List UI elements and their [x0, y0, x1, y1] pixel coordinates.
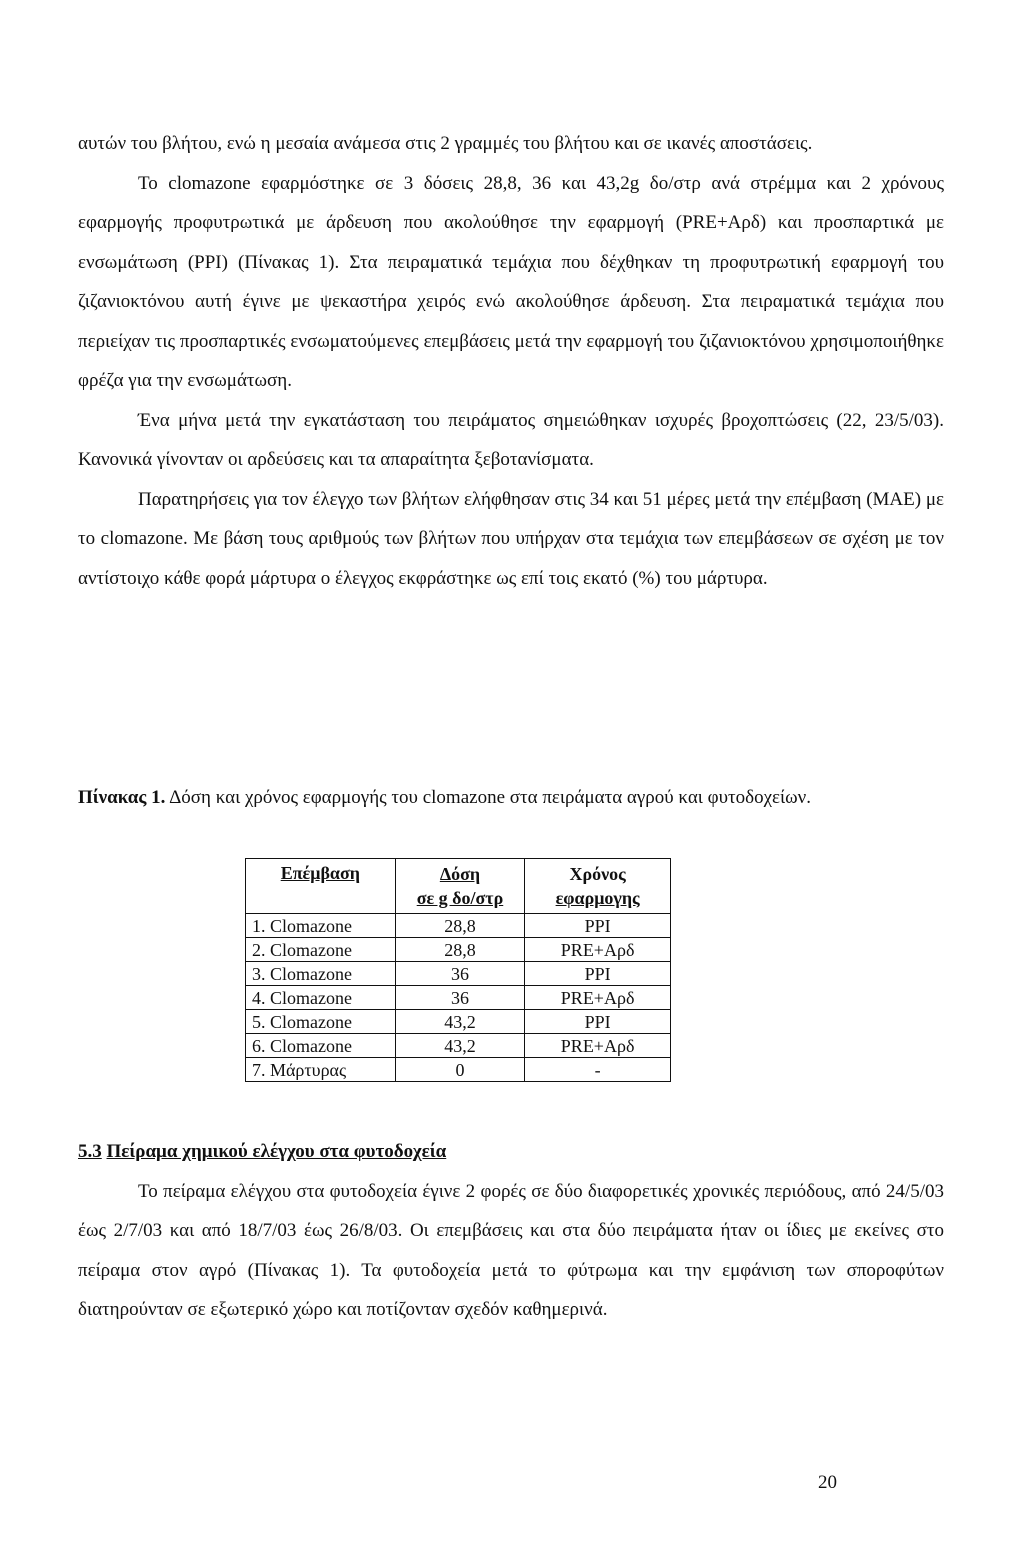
table-row: [246, 938, 671, 962]
header-treatment: Επέμβαση: [246, 859, 396, 914]
cell-timing: PRE+Αρδ: [525, 986, 671, 1010]
cell-timing: PRE+Αρδ: [525, 1034, 671, 1058]
cell-dose: 0: [395, 1058, 525, 1082]
paragraph-observations: Παρατηρήσεις για τον έλεγχο των βλήτων ελήφθησαν στις 34 και 51 μέρες μετά την επέμβαση (ΜΑΕ) με το clomazone. Με βάση τους αριθμούς των βλήτων που υπήρχαν στα τεμάχια των επεμβάσεων σε σχέση με τον αντίστοιχο κάθε φορά μάρτυρα ο έλεγχος εκφράστηκε ως επί τοις εκατό (%) του μάρτυρα.: [78, 488, 944, 589]
cell-dose: 28,8: [395, 938, 525, 962]
paragraph-rainfall: Ένα μήνα μετά την εγκατάσταση του πειράματος σημειώθηκαν ισχυρές βροχοπτώσεις (22, 23/5/03). Κανονικά γίνονταν οι αρδεύσεις και τα απαραίτητα ξεβοτανίσματα.: [78, 409, 944, 470]
cell-timing: PPI: [525, 1010, 671, 1034]
table-row: [246, 1058, 671, 1082]
cell-timing: PPI: [525, 962, 671, 986]
cell-timing: PPI: [525, 914, 671, 938]
cell-dose: 36: [395, 986, 525, 1010]
paragraph-clomazone-application: Το clomazone εφαρμόστηκε σε 3 δόσεις 28,8, 36 και 43,2g δο/στρ ανά στρέμμα και 2 χρόνους εφαρμογής προφυτρωτικά με άρδευση που ακολούθησε την εφαρμογή (PRE+Αρδ) και προσπαρτικά με ενσωμάτωση (PPI) (Πίνακας 1). Στα πειραματικά τεμάχια που δέχθηκαν τη προφυτρωτική εφαρμογή του ζιζανιοκτόνου αυτή έγινε με ψεκαστήρα χειρός ενώ ακολούθησε άρδευση. Στα πειραματικά τεμάχια που περιείχαν τις προσπαρτικές ενσωματούμενες επεμβάσεις μετά την εφαρμογή του ζιζανιοκτόνου χρησιμοποιήθηκε φρέζα για την ενσωμάτωση.: [78, 172, 944, 391]
table-caption-text: Δόση και χρόνος εφαρμογής του clomazone στα πειράματα αγρού και φυτοδοχείων.: [165, 787, 811, 808]
table-row: [246, 1034, 671, 1058]
section-title: Πείραμα χημικού ελέγχου στα φυτοδοχεία: [106, 1141, 447, 1162]
header-timing: Χρόνος εφαρμογης: [525, 859, 671, 914]
table-row: [246, 986, 671, 1010]
section-pot-experiment: [78, 1132, 944, 1330]
cell-dose: 43,2: [395, 1010, 525, 1034]
cell-treatment: 4. Clomazone: [246, 986, 396, 1010]
section-paragraph: Το πείραμα ελέγχου στα φυτοδοχεία έγινε 2 φορές σε δύο διαφορετικές χρονικές περιόδους, από 24/5/03 έως 2/7/03 και από 18/7/03 έως 26/8/03. Οι επεμβάσεις και στα δύο πειράματα ήταν οι ίδιες με εκείνες στο πείραμα στον αγρό (Πίνακας 1). Τα φυτοδοχεία μετά το φύτρωμα και την εμφάνιση των σποροφύτων διατηρούνταν σε εξωτερικό χώρο και ποτίζονταν σχεδόν καθημερινά.: [78, 1180, 944, 1320]
section-number: 5.3: [78, 1141, 102, 1162]
cell-timing: PRE+Αρδ: [525, 938, 671, 962]
cell-dose: 43,2: [395, 1034, 525, 1058]
cell-dose: 28,8: [395, 914, 525, 938]
table-row: [246, 1010, 671, 1034]
table-row: [246, 962, 671, 986]
cell-timing: -: [525, 1058, 671, 1082]
cell-treatment: 6. Clomazone: [246, 1034, 396, 1058]
cell-treatment: 3. Clomazone: [246, 962, 396, 986]
table-row: [246, 914, 671, 938]
header-dose: Δόση σε g δο/στρ: [395, 859, 525, 914]
body-text: [78, 124, 944, 598]
page-number: 20: [818, 1472, 837, 1493]
cell-treatment: 2. Clomazone: [246, 938, 396, 962]
table-caption: [78, 778, 944, 818]
table-header-row: [246, 859, 671, 914]
table-caption-label: Πίνακας 1.: [78, 787, 166, 808]
cell-dose: 36: [395, 962, 525, 986]
dose-timing-table: [245, 858, 671, 1082]
paragraph-continued: αυτών του βλήτου, ενώ η μεσαία ανάμεσα στις 2 γραμμές του βλήτου και σε ικανές αποστάσεις.: [78, 133, 813, 154]
section-heading: [78, 1132, 944, 1172]
cell-treatment: 1. Clomazone: [246, 914, 396, 938]
cell-treatment: 5. Clomazone: [246, 1010, 396, 1034]
cell-treatment: 7. Μάρτυρας: [246, 1058, 396, 1082]
